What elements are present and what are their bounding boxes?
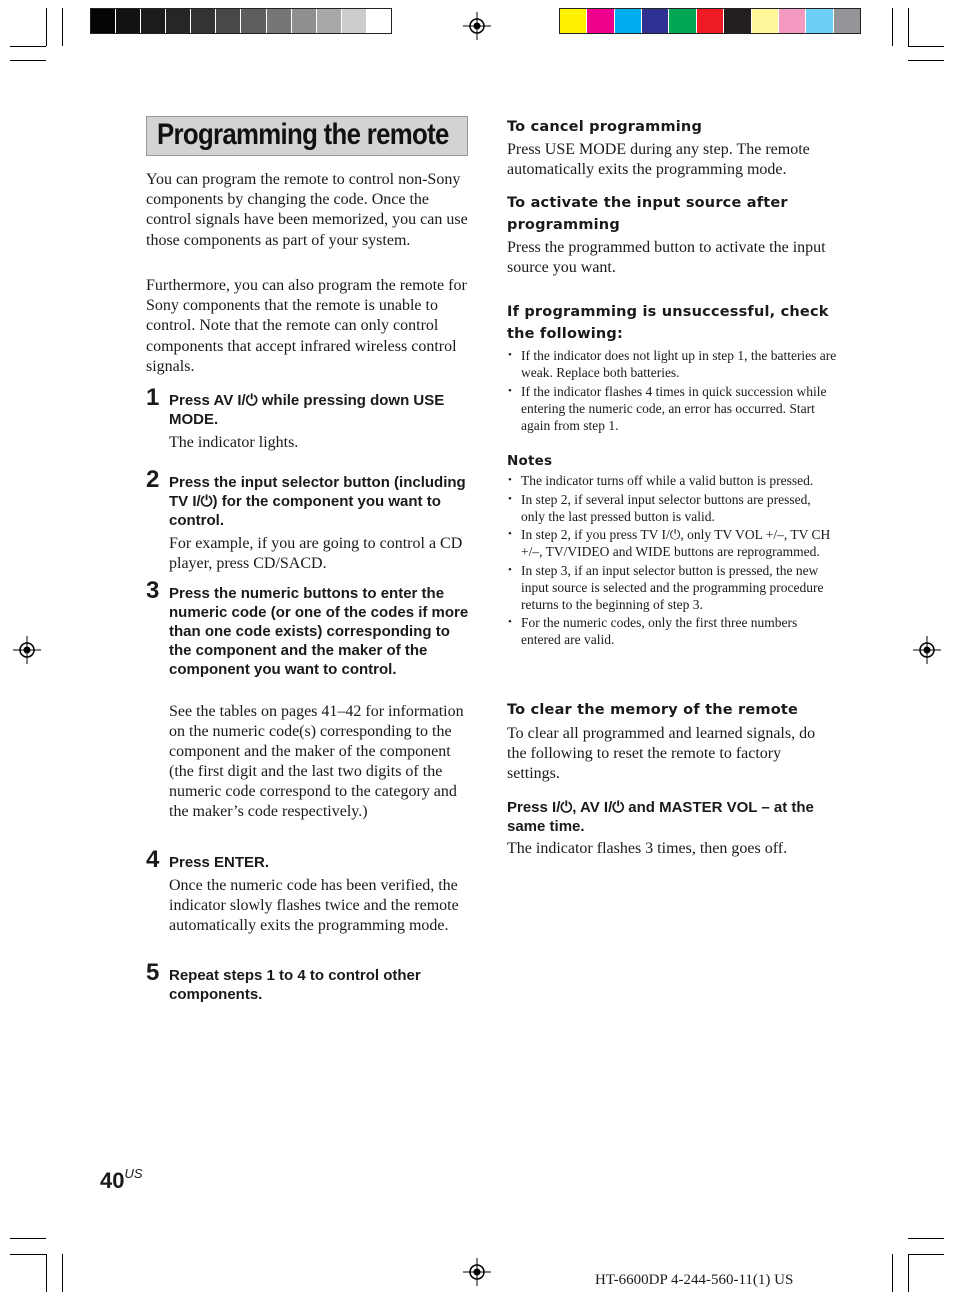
cancel-text: Press USE MODE during any step. The remote automatically exits the programming mode.: [507, 141, 810, 178]
step-number: 1: [146, 384, 160, 411]
color-swatch: [165, 9, 190, 33]
color-swatch: [641, 9, 668, 33]
unsuccessful-list: [507, 347, 837, 435]
page-title-box: [146, 116, 468, 156]
step-number: 2: [146, 466, 160, 493]
activate-heading: To activate the input source after programming: [507, 195, 788, 233]
step-heading: Repeat steps 1 to 4 to control other components.: [169, 967, 421, 1003]
color-swatch: [696, 9, 723, 33]
cancel-heading: To cancel programming: [507, 119, 703, 135]
color-swatch: [833, 9, 860, 33]
color-swatch: [778, 9, 805, 33]
step-heading: Press the numeric buttons to enter the numeric code (or one of the codes if more than one code exists) corresponding to the component and the maker of the component you want to control.: [169, 585, 469, 678]
color-swatch: [614, 9, 641, 33]
color-swatch: [266, 9, 291, 33]
color-swatch: [751, 9, 778, 33]
registration-mark-top-icon: [463, 12, 491, 40]
step-heading: Press the input selector button (including TV I/⏻) for the component you want to control.: [169, 474, 466, 529]
color-swatch: [190, 9, 215, 33]
color-swatch: [586, 9, 613, 33]
intro-paragraph-2: Furthermore, you can also program the remote for Sony components that the remote is unable to control. Note that the remote can only control components that accept infrared wireless control signals.: [146, 277, 467, 375]
footer-model-code: HT-6600DP 4-244-560-11(1) US: [595, 1272, 794, 1288]
activate-text: Press the programmed button to activate the input source you want.: [507, 239, 826, 276]
registration-mark-right-icon: [913, 636, 941, 664]
color-swatch: [560, 9, 586, 33]
color-swatch: [215, 9, 240, 33]
registration-mark-bottom-icon: [463, 1258, 491, 1286]
page-number-suffix: US: [124, 1166, 143, 1181]
step-body: Once the numeric code has been verified, the indicator slowly flashes twice and the remote automatically exits the programming mode.: [169, 877, 459, 934]
step-number: 3: [146, 577, 160, 604]
notes-list: [507, 472, 837, 650]
clear-text: To clear all programmed and learned signals, do the following to reset the remote to factory settings.: [507, 725, 816, 782]
step-number: 5: [146, 959, 160, 986]
clear-press-instruction: Press I/⏻, AV I/⏻ and MASTER VOL – at the same time.: [507, 799, 814, 835]
color-swatch: [291, 9, 316, 33]
intro-paragraph-1: You can program the remote to control non-Sony components by changing the code. Once the control signals have been memorized, you can use those components as part of your system.: [146, 171, 468, 249]
list-item: • In step 2, if you press TV I/⏻, only TV VOL +/–, TV CH +/–, TV/VIDEO and WIDE buttons are reprogrammed.: [507, 526, 837, 560]
unsuccessful-heading: If programming is unsuccessful, check the following:: [507, 304, 829, 342]
list-item: • If the indicator does not light up in step 1, the batteries are weak. Replace both batteries.: [507, 347, 837, 381]
list-item: • The indicator turns off while a valid button is pressed.: [507, 472, 837, 489]
process-color-bar: [559, 8, 861, 34]
clear-result: The indicator flashes 3 times, then goes off.: [507, 840, 788, 857]
color-swatch: [723, 9, 750, 33]
color-swatch: [668, 9, 695, 33]
color-swatch: [805, 9, 832, 33]
page-number-value: 40: [100, 1168, 125, 1193]
color-swatch: [91, 9, 115, 33]
step-body: For example, if you are going to control a CD player, press CD/SACD.: [169, 535, 463, 572]
color-swatch: [115, 9, 140, 33]
step-number: 4: [146, 846, 160, 873]
list-item: • In step 3, if an input selector button is pressed, the new input source is selected and the programming procedure returns to the beginning of step 3.: [507, 562, 837, 613]
step-body: See the tables on pages 41–42 for information on the numeric code(s) corresponding to the component and the maker of the component (the first digit and the last two digits of the numeric code correspond to the category and the maker’s code respectively.): [169, 703, 464, 820]
color-swatch: [316, 9, 341, 33]
page-title: Programming the remote: [157, 118, 449, 151]
grayscale-color-bar: [90, 8, 392, 34]
color-swatch: [140, 9, 165, 33]
color-swatch: [341, 9, 366, 33]
list-item: • For the numeric codes, only the first three numbers entered are valid.: [507, 614, 837, 648]
page-number: [100, 1166, 143, 1194]
list-item: • In step 2, if several input selector buttons are pressed, only the last pressed button is valid.: [507, 491, 837, 525]
color-swatch: [240, 9, 265, 33]
notes-heading: Notes: [507, 453, 553, 469]
clear-heading: To clear the memory of the remote: [507, 702, 799, 718]
color-swatch: [366, 9, 391, 33]
step-body: The indicator lights.: [169, 434, 299, 451]
step-heading: Press AV I/⏻ while pressing down USE MODE.: [169, 392, 445, 428]
step-heading: Press ENTER.: [169, 854, 270, 871]
registration-mark-left-icon: [13, 636, 41, 664]
list-item: • If the indicator flashes 4 times in quick succession while entering the numeric code, an error has occurred. Start again from step 1.: [507, 383, 837, 434]
